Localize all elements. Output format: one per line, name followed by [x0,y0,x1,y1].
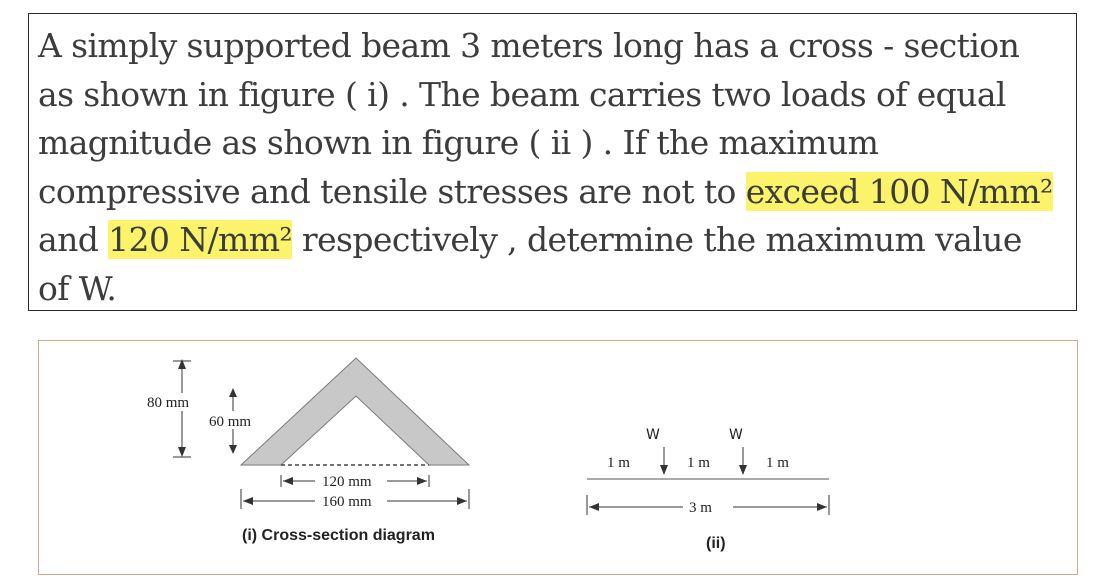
beam-caption: (ii) [706,535,726,552]
span-label-1: 1 m [607,455,630,471]
span-label-2: 1 m [687,455,710,471]
span-label-3: 1 m [766,455,789,471]
outer-width-label: 160 mm [322,494,372,510]
figure-panel [38,340,1078,575]
figures-svg [39,341,1079,576]
cross-section-caption: (i) Cross-section diagram [242,527,435,544]
highlight-tensile-stress: 120 N/mm² [108,220,293,259]
arrow-right-icon [417,477,427,485]
arrow-left-icon [243,497,253,505]
highlight-compressive-stress: exceed 100 N/mm² [745,171,1053,211]
outer-height-label: 80 mm [147,395,190,411]
beam-loading-diagram [587,427,829,552]
problem-line-3: magnitude as shown in figure ( ii ) . If the maximum [38,123,879,162]
problem-line-6: of W. [38,268,117,308]
cross-section-shape [241,358,469,465]
arrow-right-icon [817,503,827,511]
arrow-down-icon [178,447,186,457]
inner-width-label: 120 mm [322,474,372,490]
problem-statement-box [28,13,1077,311]
load-label-1: W [646,427,660,443]
arrow-up-icon [229,388,237,397]
arrow-down-icon [229,445,237,454]
problem-line-5a: and [38,220,109,259]
total-span-label: 3 m [689,500,712,516]
arrow-left-icon [283,477,293,485]
problem-line-4: compressive and tensile stresses are not to [38,171,746,211]
cross-section-diagram [143,358,469,544]
problem-text [38,22,1068,313]
problem-line-5b: respectively , determine the maximum value [292,220,1022,259]
problem-line-2: as shown in figure ( i) . The beam carries two loads of equal [38,74,1006,114]
inner-height-label: 60 mm [209,414,252,430]
arrow-down-icon [739,465,747,475]
arrow-down-icon [660,465,668,475]
arrow-right-icon [457,497,467,505]
problem-line-1: A simply supported beam 3 meters long has a cross - section [38,26,1020,65]
load-label-2: W [729,427,743,443]
arrow-left-icon [589,503,599,511]
